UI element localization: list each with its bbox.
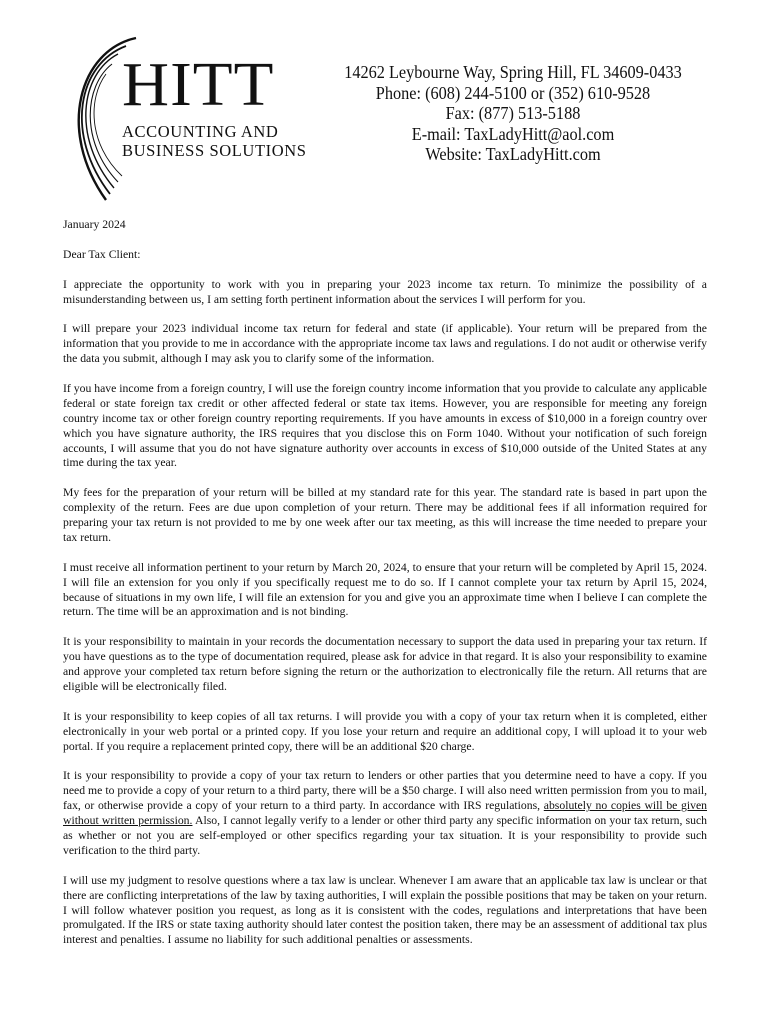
paragraph-intro: I appreciate the opportunity to work with you in preparing your 2023 income tax return. To minimize the possibility of a misunderstanding between us, I am setting forth pertinent information about the services I will perform for you. xyxy=(63,277,707,306)
third-party-text-b: Also, I cannot legally verify to a lender or other third party any specific information on your tax return, such as whether or not you are self-employed or other specifics regarding your tax situation. It is your responsibility to provide such verification to the third party. xyxy=(63,814,707,857)
permission-warning: absolutely no copies will be given without written permission. xyxy=(63,799,708,828)
paragraph-foreign-income: If you have income from a foreign country, I will use the foreign country income information that you provide to calculate any applicable federal or state foreign tax credit or other affected federal or state tax items. However, you are responsible for meeting any foreign country income tax or other foreign country reporting requirements. If you have amounts in excess of $10,000 in a foreign country over which you have signature authority, the IRS requires that you disclose this on Form 1040. Without your notification of such foreign accounts, I will assume that you do not have signature authority over accounts in excess of $10,000 outside of the United States at any time during the tax year. xyxy=(63,381,707,470)
paragraph-preparation: I will prepare your 2023 individual income tax return for federal and state (if applicable). Your return will be prepared from the information that you provide to me in accordance with the appropriate income tax laws and regulations. I do not audit or otherwise verify the data you submit, although I may ask you to clarify some of the information. xyxy=(63,322,707,366)
letter-date: January 2024 xyxy=(63,218,126,231)
company-logo xyxy=(62,34,312,206)
phone: Phone: (608) 244-5100 or (352) 610-9528 xyxy=(375,82,651,103)
logo-subtitle-2: BUSINESS SOLUTIONS xyxy=(122,141,307,160)
third-party-text-a: It is your responsibility to provide a copy of your tax return to lenders or other parties that you determine need to have a copy. If you need me to provide a copy of your return to a third party, there will be a $50 charge. I will also need written permission from you to mail, fax, or otherwise provide a copy of your return to a third party. In accordance with IRS regulations, xyxy=(63,769,707,813)
paragraph-third-party xyxy=(63,769,707,858)
salutation: Dear Tax Client: xyxy=(63,247,141,261)
paragraph-judgment: I will use my judgment to resolve questions where a tax law is unclear. Whenever I am aware that an applicable tax law is unclear or that there are conflicting interpretations of the law by taxing authorities, I will explain the possible positions that may be taken on your return. I will follow whatever position you request, as long as it is consistent with the codes, regulations and interpretations that have been promulgated. If the IRS or state taxing authority should later contest the position taken, there may be an assessment of additional tax plus interest and penalties. I assume no liability for such additional penalties or assessments. xyxy=(63,873,707,947)
paragraph-documentation: It is your responsibility to maintain in your records the documentation necessary to support the data used in preparing your tax return. If you have questions as to the type of documentation required, please ask for advice in that regard. It is also your responsibility to examine and approve your completed tax return before signing the return or the authorization to electronically file the return. All returns that are eligible will be electronically filed. xyxy=(63,635,707,693)
contact-block xyxy=(332,62,695,165)
paragraph-fees: My fees for the preparation of your return will be billed at my standard rate for this year. The standard rate is based in part upon the complexity of the return. Fees are due upon completion of your return. There may be additional fees if all information required for preparing your tax return is not provided to me by one week after our tax meeting, as this will increase the time needed to prepare your tax return. xyxy=(63,486,707,544)
email: E-mail: TaxLadyHitt@aol.com xyxy=(411,123,615,144)
fax: Fax: (877) 513-5188 xyxy=(445,103,581,123)
address: 14262 Leybourne Way, Spring Hill, FL 34609-0433 xyxy=(344,62,682,82)
paragraph-deadline: I must receive all information pertinent to your return by March 20, 2024, to ensure that your return will be completed by April 15, 2024. I will file an extension for you only if you specifically request me to do so. If I cannot complete your tax return by April 15, 2024, because of situations in my own life, I will file an extension for you and give you an approximate time when I believe I can complete the return. The time will be an approximation and is not binding. xyxy=(63,560,707,619)
logo-name: HITT xyxy=(122,51,275,119)
website: Website: TaxLadyHitt.com xyxy=(425,144,601,164)
paragraph-copies: It is your responsibility to keep copies of all tax returns. I will provide you with a copy of your tax return when it is completed, either electronically in your web portal or a printed copy. If you lose your return and require an additional copy, I will upload it to your web portal. If you require a replacement printed copy, there will be an additional $20 charge. xyxy=(63,709,707,753)
letter-body xyxy=(63,218,707,963)
logo-subtitle-1: ACCOUNTING AND xyxy=(122,122,279,141)
